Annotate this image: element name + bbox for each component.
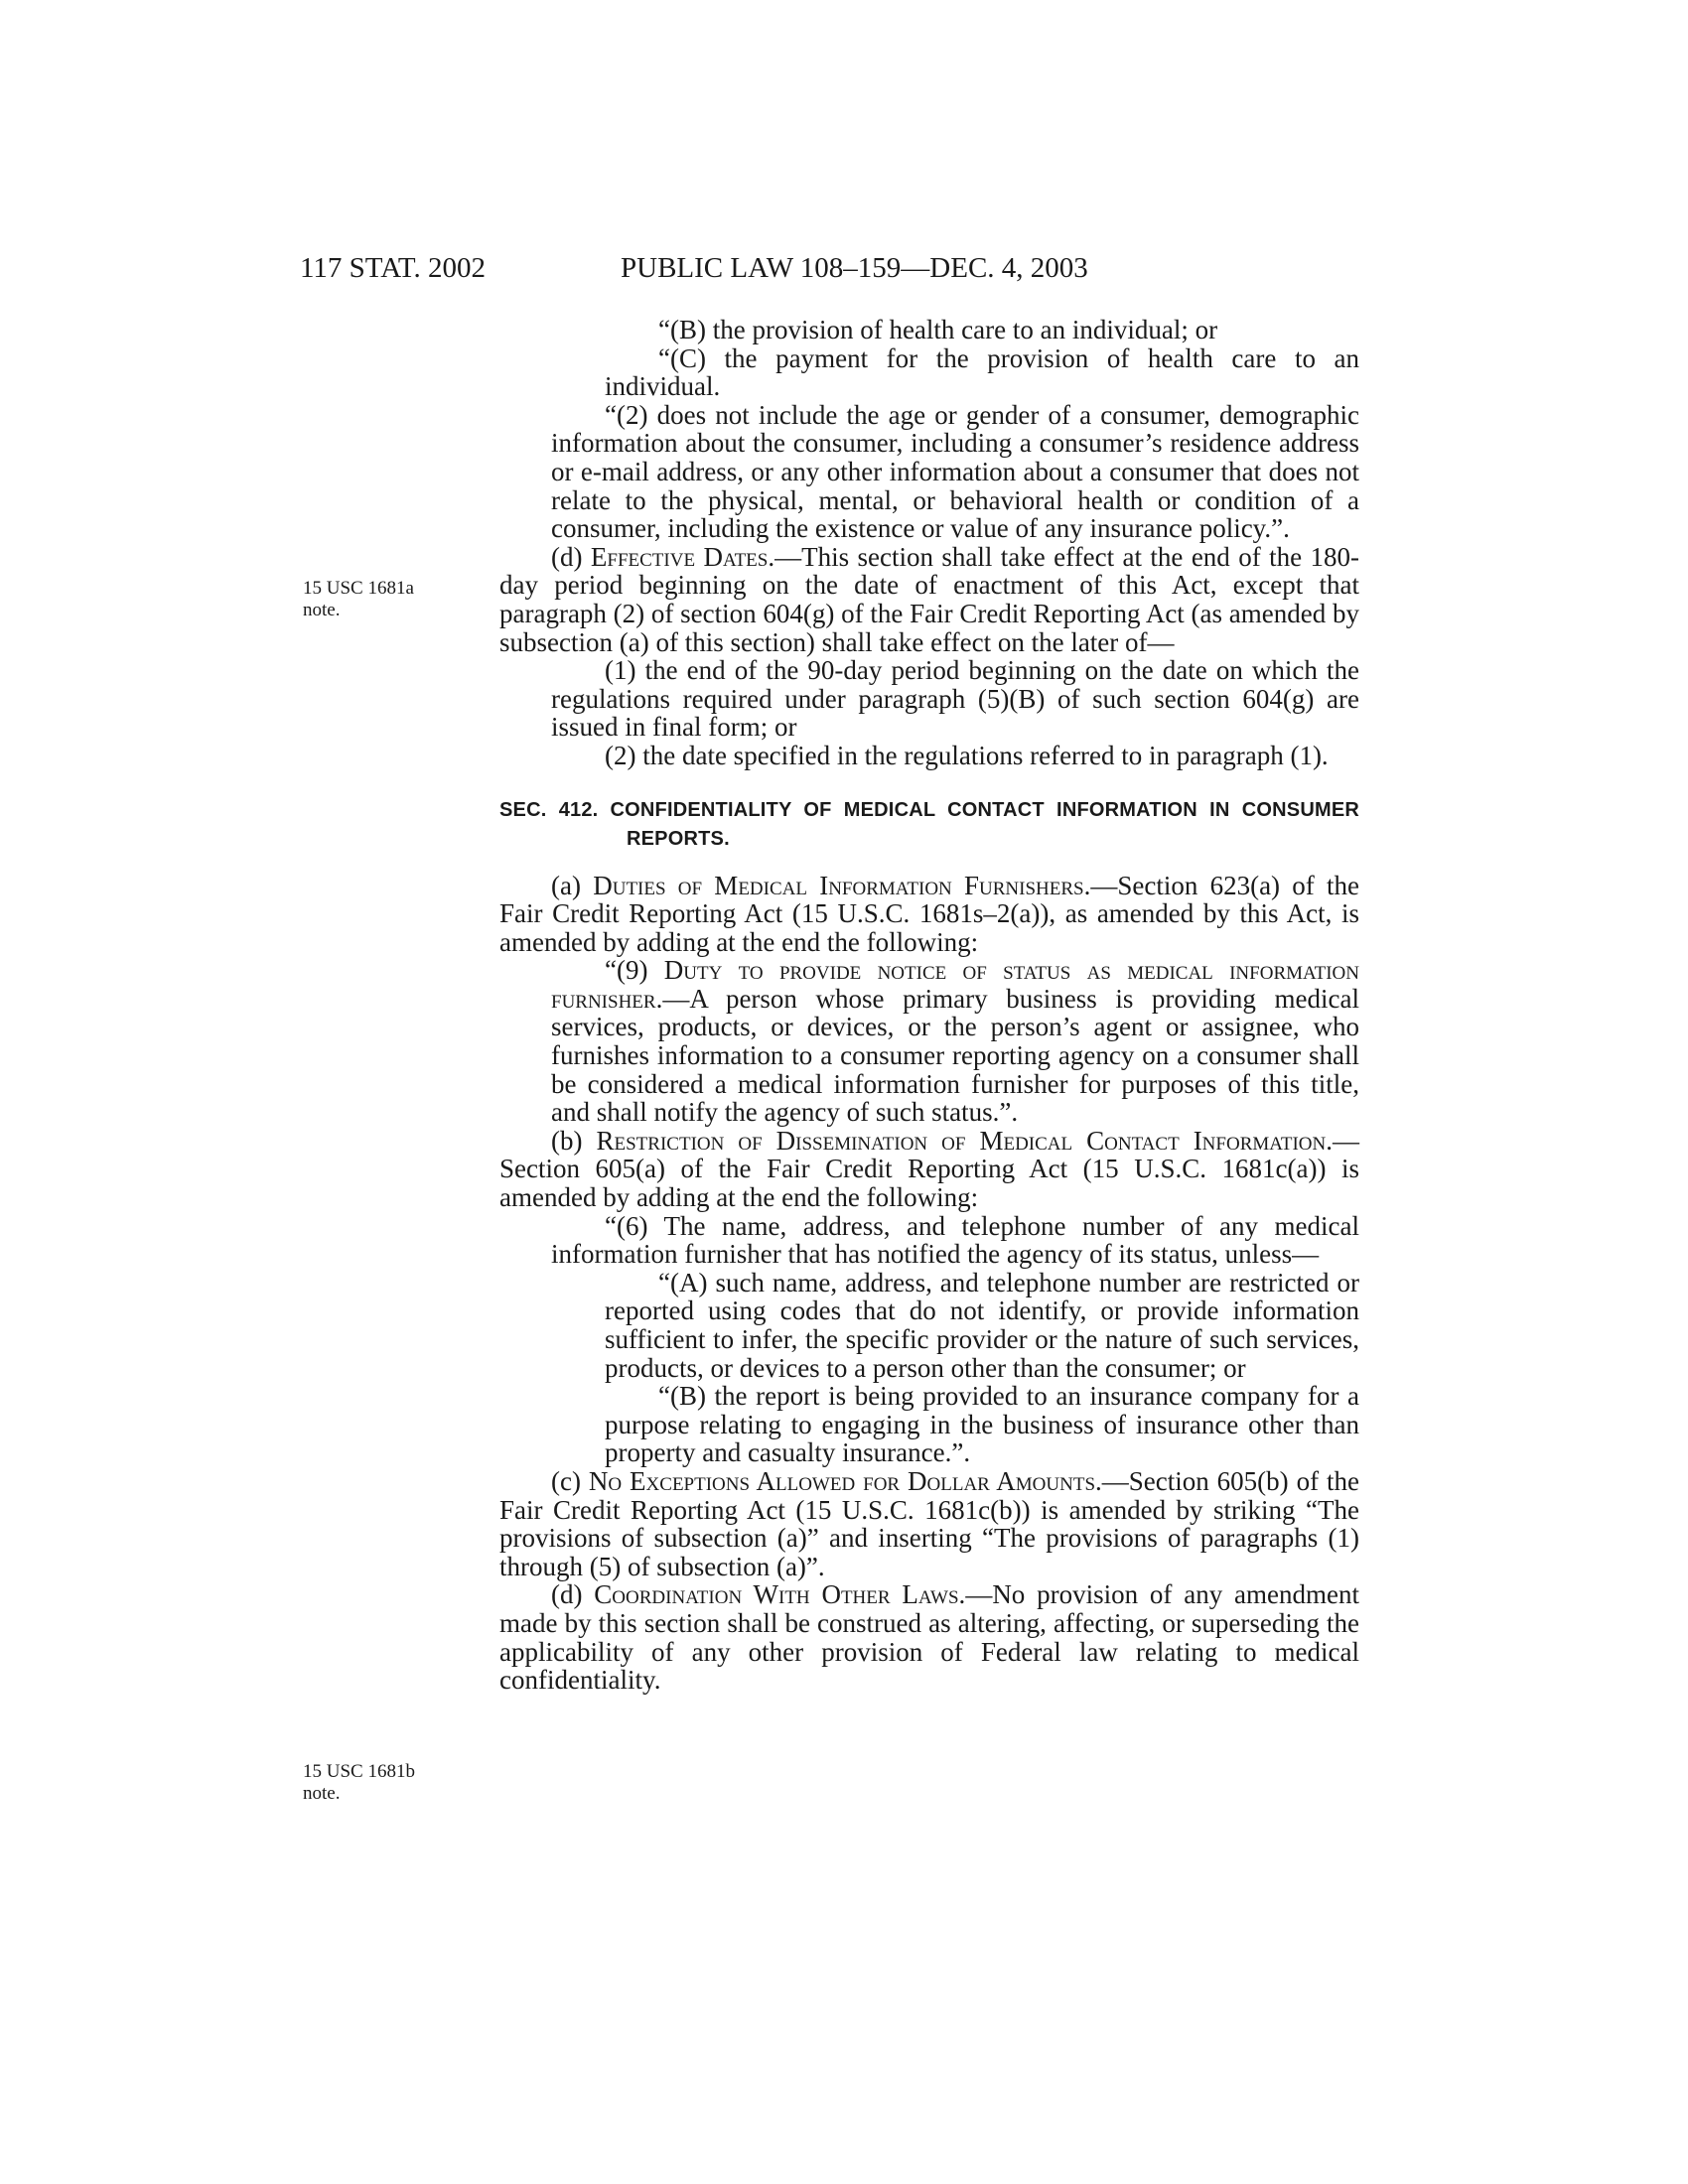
margin-note-suffix: note. (303, 1783, 341, 1804)
subsection-label: (a) (551, 870, 594, 900)
margin-note-citation: 15 USC 1681a (303, 578, 414, 599)
subsection-heading: Duties of Medical Information Furnishers. (593, 870, 1091, 900)
paragraph-label: “(9) (605, 955, 664, 986)
clause-b-health-care: “(B) the provision of health care to an individual; or (658, 315, 1218, 344)
public-law-title: PUBLIC LAW 108–159—DEC. 4, 2003 (621, 252, 1088, 284)
section-number: SEC. 412. (499, 798, 599, 821)
paragraph-9-duty-notice (499, 956, 1359, 1127)
subsection-text: —No provision of any amendment made by this section shall be construed as altering, affecting, or superseding the applicability of any other provision of Federal law relating to medical confidentiality. (499, 1579, 1359, 1696)
section-412-heading (499, 796, 1359, 854)
subsection-heading: Coordination With Other Laws. (594, 1579, 966, 1610)
subsection-heading: No Exceptions Allowed for Dollar Amounts. (588, 1465, 1102, 1496)
subsection-label: (b) (551, 1125, 597, 1156)
paragraph-6-clause-b: “(B) the report is being provided to an insurance company for a purpose relating to engaging in the business of insurance other than property and casualty insurance.”. (605, 1381, 1359, 1468)
subsection-d-coordination (499, 1580, 1359, 1694)
subsection-d-effective-dates (499, 543, 1359, 656)
effective-date-item-1: (1) the end of the 90-day period beginning on the date on which the regulations required under paragraph (5)(B) of such section 604(g) are issued in final form; or (551, 655, 1359, 743)
margin-note-1681a (303, 578, 452, 621)
subsection-text: —Section 605(b) of the Fair Credit Reporting Act (15 U.S.C. 1681c(b)) is amended by striking “The provisions of subsection (a)” and inserting “The provisions of paragraphs (1) through (5) of subsection (a)”. (499, 1465, 1360, 1581)
effective-date-item-2: (2) the date specified in the regulations referred to in paragraph (1). (605, 740, 1329, 770)
paragraph-heading: Duty to provide notice of status as medical information furnisher. (551, 955, 1359, 1014)
subsection-heading: Restriction of Dissemination of Medical Contact Information. (596, 1125, 1333, 1156)
subsection-a-duties (499, 872, 1359, 957)
subsection-heading: Effective Dates. (590, 541, 775, 572)
margin-note-1681b (303, 1761, 452, 1805)
document-body (499, 316, 1359, 1695)
paragraph-6-contact-info: “(6) The name, address, and telephone number of any medical information furnisher that has notified the agency of its status, unless— (551, 1210, 1359, 1270)
subsection-b-restriction (499, 1127, 1359, 1212)
subsection-label: (d) (551, 541, 591, 572)
paragraph-6-clause-a: “(A) such name, address, and telephone number are restricted or reported using codes that do not identify, or provide information sufficient to infer, the specific provider or the nature of such services, products, or devices to a person other than the consumer; or (605, 1267, 1359, 1383)
margin-note-suffix: note. (303, 600, 341, 620)
statute-page-number: 117 STAT. 2002 (300, 252, 486, 284)
subsection-c-no-exceptions (499, 1467, 1359, 1580)
section-title: CONFIDENTIALITY OF MEDICAL CONTACT INFORMATION IN CONSUMER REPORTS. (610, 798, 1360, 850)
subsection-text: —Section 623(a) of the Fair Credit Reporting Act (15 U.S.C. 1681s–2(a)), as amended by this Act, is amended by adding at the end the following: (499, 870, 1360, 957)
subsection-text: —Section 605(a) of the Fair Credit Reporting Act (15 U.S.C. 1681c(a)) is amended by adding at the end the following: (499, 1125, 1359, 1213)
subsection-label: (d) (551, 1579, 595, 1610)
paragraph-text: —A person whose primary business is providing medical services, products, or devices, or the person’s agent or assignee, who furnishes information to a consumer reporting agency on a consumer shall be considered a medical information furnisher for purposes of this title, and shall notify the agency of such status.”. (551, 983, 1359, 1128)
paragraph-2-exclusions: “(2) does not include the age or gender of a consumer, demographic information about the consumer, including a consumer’s residence address or e-mail address, or any other information about a consumer that does not relate to the physical, mental, or behavioral health or condition of a consumer, including the existence or value of any insurance policy.”. (551, 399, 1359, 544)
page-header (0, 248, 1688, 288)
subsection-label: (c) (551, 1465, 589, 1496)
subsection-text: —This section shall take effect at the end of the 180-day period beginning on the date of enactment of this Act, except that paragraph (2) of section 604(g) of the Fair Credit Reporting Act (as amended by subsection (a) of this section) shall take effect on the later of— (499, 541, 1359, 657)
clause-c-payment: “(C) the payment for the provision of health care to an individual. (605, 342, 1359, 402)
margin-note-citation: 15 USC 1681b (303, 1761, 415, 1782)
